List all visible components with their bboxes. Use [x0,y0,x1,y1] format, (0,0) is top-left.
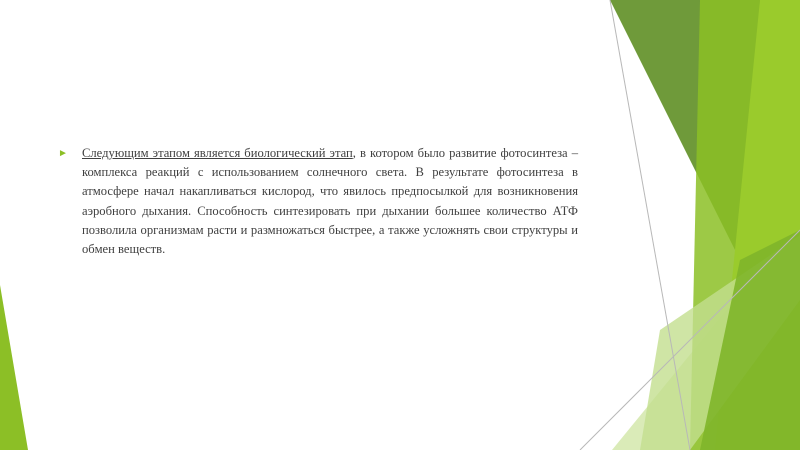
body-paragraph [82,144,578,259]
paragraph-rest: , в котором было развитие фотосинтеза – комплекса реакций с использованием солнечного света. В результате фотосинтеза в атмосфере начал накапливаться кислород, что явилось предпосылкой для возникновения аэробного дыхания. Способность синтезировать при дыхании большее количество АТФ позволила организмам расти и размножаться быстрее, а также усложнять свои структуры и обмен веществ. [82,146,578,257]
bullet-arrow-icon: ► [58,148,68,159]
slide-content [58,144,578,259]
paragraph-lead: Следующим этапом является биологический этап [82,146,353,160]
left-accent-shape [0,285,28,450]
